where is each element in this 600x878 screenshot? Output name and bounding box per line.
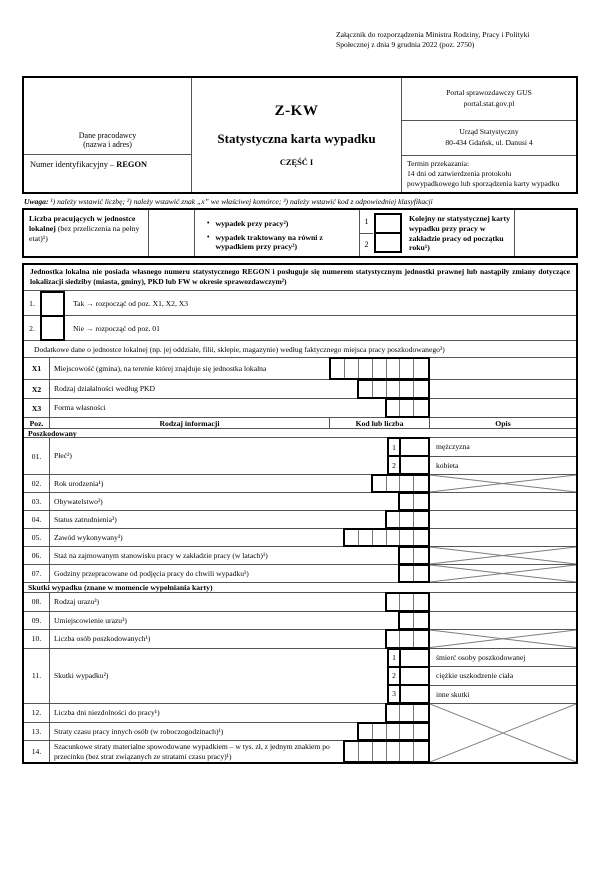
option-row [389, 668, 428, 686]
accident-type-list [195, 210, 360, 256]
portal-cell [402, 78, 576, 121]
row-label: Szacunkowe straty materialne spowodowane wypadkiem – w tys. zł, z jednym znakiem po przecinku (bez strat związanych ze stratami czasu pracy)¹) [54, 742, 330, 761]
table-row-11 [24, 649, 576, 705]
table-row-05 [24, 529, 576, 547]
row-no-label: Nie → rozpocząć od poz. 01 [73, 323, 160, 333]
main-form-table [22, 263, 578, 764]
serial-number-label: Kolejny nr statystycznej karty wypadku przy pracy w zakładzie pracy od początku roku¹) [403, 210, 515, 256]
employer-label: Dane pracodawcy [78, 131, 137, 141]
code-cell[interactable] [387, 705, 401, 721]
table-row-x2 [24, 380, 576, 399]
office-line-1: Urząd Statystyczny [459, 127, 519, 137]
opis-cell [430, 529, 576, 546]
table-row-08 [24, 593, 576, 612]
serial-number-input[interactable] [515, 210, 576, 256]
opis-cell [430, 493, 576, 510]
code-cell[interactable] [414, 594, 428, 610]
portal-line-1: Portal sprawozdawczy GUS [446, 88, 532, 98]
code-cell[interactable] [400, 494, 414, 509]
row-label: Liczba osób poszkodowanych¹) [54, 634, 151, 644]
code-cell[interactable] [387, 742, 401, 761]
row-number: 05. [24, 529, 50, 546]
row-label: Rodzaj działalności według PKD [54, 384, 156, 394]
code-cell[interactable] [387, 724, 401, 740]
code-cell[interactable] [414, 476, 428, 491]
row-label: Płeć²) [54, 451, 72, 461]
cross-out-icon [430, 547, 576, 564]
accident-type-checkboxes [373, 210, 403, 256]
row-number: 10. [24, 630, 50, 648]
option-label-female: kobieta [436, 460, 459, 470]
row-label: Godziny przepracowane od podjęcia pracy do chwili wypadku¹) [54, 568, 249, 578]
code-cell[interactable] [414, 381, 428, 397]
header-info: Rodzaj informacji [50, 418, 330, 428]
row-label: Zawód wykonywany³) [54, 532, 123, 542]
row-number: X3 [24, 399, 50, 417]
code-cell[interactable] [373, 530, 387, 545]
code-input-02[interactable] [371, 474, 430, 493]
accident-type-2-label: wypadek traktowany na równi z wypadkiem przy pracy²) [215, 233, 323, 252]
regon-label: Numer identyfikacyjny – [30, 160, 117, 170]
code-cell[interactable] [387, 530, 401, 545]
option-number: 2 [389, 457, 401, 473]
code-cell[interactable] [400, 381, 414, 397]
table-row-13 [24, 723, 430, 742]
option-row [389, 686, 428, 702]
code-input-03[interactable] [398, 492, 430, 511]
code-cell[interactable] [414, 613, 428, 629]
employer-sublabel: (nazwa i adres) [83, 140, 132, 150]
code-cell[interactable] [373, 476, 387, 491]
checkbox-other-effects[interactable] [401, 686, 428, 702]
table-row-06 [24, 547, 576, 565]
option-row [389, 650, 428, 668]
code-input-08[interactable] [385, 592, 430, 612]
deadline-cell [402, 156, 576, 192]
code-cell[interactable] [400, 512, 414, 527]
table-row-12 [24, 704, 430, 723]
row-label: Staż na zajmowanym stanowisku pracy w zakładzie pracy (w latach)¹) [54, 550, 268, 560]
code-cell[interactable] [400, 400, 414, 416]
workers-count-input[interactable] [149, 210, 195, 256]
cross-out-icon [430, 475, 576, 492]
section-band-victim: Poszkodowany [24, 429, 576, 438]
code-cell[interactable] [387, 359, 401, 378]
table-row-x1 [24, 358, 576, 380]
legend-text: ¹) należy wstawić liczbę; ²) należy wstawić znak „x” we właściwej komórce; ³) należy wstawić kod z odpowiedniej klasyfikacji [48, 197, 433, 207]
annex-line-1: Załącznik do rozporządzenia Ministra Rodziny, Pracy i Polityki [336, 30, 530, 39]
form-code: Z-KW [274, 103, 319, 120]
code-cell[interactable] [345, 742, 359, 761]
option-number: 2 [389, 668, 401, 684]
option-label-other: inne skutki [436, 689, 470, 699]
code-cell[interactable] [373, 381, 387, 397]
table-row-x3 [24, 399, 576, 418]
code-cell[interactable] [400, 548, 414, 563]
row-number: 1. [29, 298, 35, 308]
row-label: Obywatelstwo³) [54, 496, 103, 506]
opis-cell-crossed [430, 565, 576, 582]
row-number: 01. [24, 438, 50, 474]
cross-out-icon [430, 630, 576, 648]
opis-cell [430, 612, 576, 630]
option-number: 3 [389, 686, 401, 702]
regon-cell[interactable] [24, 155, 191, 192]
opis-cell [430, 399, 576, 417]
bullet-icon: • [207, 219, 210, 228]
accident-type-numbers [360, 210, 373, 256]
yes-no-checkbox-column [40, 291, 65, 341]
code-cell[interactable] [387, 631, 401, 647]
option-row [389, 457, 428, 473]
additional-data-note: Dodatkowe dane o jednostce lokalnej (np. jej oddziale, filii, sklepie, magazynie) według faktycznego miejsca pracy poszkodowanego³) [24, 341, 576, 358]
option-number-1: 1 [360, 210, 373, 234]
row-number: X1 [24, 358, 50, 379]
row-yes [24, 291, 576, 316]
row-number: 13. [24, 723, 50, 741]
code-cell[interactable] [400, 613, 414, 629]
code-input-04[interactable] [385, 510, 430, 529]
accident-type-1 [207, 219, 357, 228]
row-no [24, 316, 576, 341]
deadline-line-2: 14 dni od zatwierdzenia protokołu [407, 169, 512, 178]
row-label: Miejscowość (gmina), na terenie której znajduje się jednostka lokalna [54, 363, 267, 373]
code-cell[interactable] [359, 530, 373, 545]
code-cell[interactable] [414, 400, 428, 416]
code-input-05[interactable] [343, 528, 430, 547]
code-cell[interactable] [400, 594, 414, 610]
row-number: 07. [24, 565, 50, 582]
row-label: Straty czasu pracy innych osób (w roboczogodzinach)¹) [54, 726, 224, 736]
option-number: 1 [389, 439, 401, 455]
code-cell[interactable] [345, 530, 359, 545]
office-column [402, 78, 576, 192]
code-cell[interactable] [387, 512, 401, 527]
office-line-2: 80-434 Gdańsk, ul. Danusi 4 [445, 137, 533, 147]
row-number: 09. [24, 612, 50, 630]
bullet-icon: • [207, 233, 210, 241]
row-number: 2. [29, 323, 35, 333]
checkbox-death[interactable] [401, 650, 428, 666]
code-cell[interactable] [400, 359, 414, 378]
code-cell[interactable] [359, 381, 373, 397]
row-number: 03. [24, 493, 50, 510]
opis-cell-crossed [430, 630, 576, 648]
deadline-line-3: powypadkowego lub sporządzenia karty wypadku [407, 179, 560, 189]
header-poz: Poz. [24, 418, 50, 428]
form-part: CZĘŚĆ I [279, 158, 314, 168]
checkbox-yes[interactable] [42, 293, 63, 317]
code-input-x1[interactable] [329, 357, 430, 380]
code-cell[interactable] [400, 476, 414, 491]
table-row-07 [24, 565, 576, 583]
code-cell[interactable] [400, 742, 414, 761]
table-row-02 [24, 475, 576, 493]
code-input-10[interactable] [385, 629, 430, 649]
code-cell[interactable] [400, 631, 414, 647]
code-cell[interactable] [414, 742, 428, 761]
checkbox-accident-at-work[interactable] [374, 213, 402, 233]
code-cell[interactable] [414, 631, 428, 647]
code-cell[interactable] [387, 400, 401, 416]
row-label: Status zatrudnienia³) [54, 514, 117, 524]
row-number: 12. [24, 704, 50, 722]
code-cell[interactable] [331, 359, 345, 378]
table-row-01 [24, 438, 576, 475]
employer-data-cell[interactable] [24, 78, 191, 155]
row-number: 06. [24, 547, 50, 564]
row-number: X2 [24, 380, 50, 398]
form-title-column [192, 78, 402, 192]
yes-no-block [24, 291, 576, 341]
code-input-07[interactable] [398, 564, 430, 583]
code-input-x3[interactable] [385, 398, 430, 418]
code-input-13[interactable] [357, 722, 430, 742]
code-cell[interactable] [414, 705, 428, 721]
code-cell[interactable] [400, 705, 414, 721]
code-cell[interactable] [373, 742, 387, 761]
table-row-03 [24, 493, 576, 511]
code-input-x2[interactable] [357, 379, 430, 399]
code-cell[interactable] [359, 724, 373, 740]
code-input-06[interactable] [398, 546, 430, 565]
option-label-death: śmierć osoby poszkodowanej [430, 649, 576, 668]
option-row [389, 439, 428, 457]
employer-column [24, 78, 192, 192]
row-number: 04. [24, 511, 50, 528]
checkbox-severe-injury[interactable] [401, 668, 428, 684]
code-cell[interactable] [414, 566, 428, 581]
option-label-severe: ciężkie uszkodzenie ciała [430, 667, 576, 686]
code-cell[interactable] [359, 359, 373, 378]
row-number: 11. [24, 649, 50, 704]
code-cell[interactable] [400, 566, 414, 581]
code-cell[interactable] [414, 530, 428, 545]
code-cell[interactable] [387, 476, 401, 491]
annex-line-2: Społecznej z dnia 9 grudnia 2022 (poz. 2750) [336, 40, 475, 50]
row-label: Liczba dni niezdolności do pracy¹) [54, 708, 160, 718]
effects-option-box [387, 648, 430, 705]
code-cell[interactable] [373, 724, 387, 740]
table-row-09 [24, 612, 576, 631]
code-cell[interactable] [414, 359, 428, 378]
opis-cell-crossed [430, 475, 576, 492]
code-cell[interactable] [387, 594, 401, 610]
row-label: Rodzaj urazu³) [54, 597, 100, 607]
legend-label: Uwaga: [24, 197, 49, 207]
opis-cell [430, 358, 576, 379]
code-cell[interactable] [414, 548, 428, 563]
code-input-12[interactable] [385, 703, 430, 723]
code-cell[interactable] [414, 724, 428, 740]
code-cell[interactable] [387, 381, 401, 397]
option-label-male: mężczyzna [430, 438, 576, 457]
row-label: Umiejscowienie urazu³) [54, 615, 127, 625]
section-band-effects: Skutki wypadku (znane w momencie wypełniania karty) [24, 583, 576, 593]
code-cell[interactable] [400, 724, 414, 740]
cross-out-icon [430, 704, 576, 762]
opis-cell [430, 438, 576, 474]
section-accident-type [22, 208, 578, 258]
option-number: 1 [389, 650, 401, 666]
row-label: Rok urodzenia¹) [54, 478, 104, 488]
checkbox-male[interactable] [401, 439, 428, 455]
form-header [22, 76, 578, 194]
code-cell[interactable] [345, 359, 359, 378]
portal-line-2: portal.stat.gov.pl [463, 99, 515, 109]
deadline-line-1: Termin przekazania: [407, 158, 470, 168]
form-title: Statystyczna karta wypadku [217, 131, 376, 147]
opis-cell [430, 649, 576, 704]
code-input-14[interactable] [343, 740, 430, 763]
option-number-2: 2 [364, 240, 369, 250]
table-row-04 [24, 511, 576, 529]
opis-cell-merged-crossed [430, 704, 576, 762]
row-number: 02. [24, 475, 50, 492]
cross-out-icon [430, 565, 576, 582]
opis-cell [430, 511, 576, 528]
legend-note [24, 197, 600, 206]
code-cell[interactable] [359, 742, 373, 761]
code-input-09[interactable] [398, 611, 430, 631]
header-opis: Opis [495, 418, 511, 428]
table-header-row [24, 418, 576, 429]
regon-value: REGON [116, 160, 148, 170]
checkbox-no[interactable] [42, 317, 63, 339]
opis-cell [430, 380, 576, 398]
row-number: 14. [24, 741, 50, 762]
code-cell[interactable] [400, 530, 414, 545]
row-number: 08. [24, 593, 50, 611]
code-cell[interactable] [414, 512, 428, 527]
table-row-10 [24, 630, 576, 649]
table-rows-12-14 [24, 704, 576, 762]
row-yes-label: Tak → rozpocząć od poz. X1, X2, X3 [73, 298, 189, 308]
accident-type-2 [207, 233, 357, 252]
opis-cell [430, 593, 576, 611]
annex-note [336, 30, 582, 50]
office-cell [402, 121, 576, 156]
row-label: Forma własności [54, 403, 106, 413]
code-cell[interactable] [414, 494, 428, 509]
header-kod: Kod lub liczba [330, 418, 430, 428]
checkbox-accident-equal[interactable] [374, 233, 402, 253]
sex-option-box [387, 437, 430, 475]
accident-type-1-label: wypadek przy pracy²) [215, 219, 289, 229]
opis-cell-crossed [430, 547, 576, 564]
row-label: Skutki wypadku²) [54, 671, 109, 681]
code-cell[interactable] [373, 359, 387, 378]
local-unit-heading: Jednostka lokalna nie posiada własnego numeru statystycznego REGON i posługuje się numerem statystycznym jednostki prawnej lub nastąpiły zmiany dotyczące lokalizacji siedziby (miasta, gminy), PKD lub FW w okresie sprawozdawczym²) [24, 265, 576, 291]
checkbox-female[interactable] [401, 457, 428, 473]
workers-count-label: Liczba pracujących w jednostce lokalnej (bez przeliczenia na pełny etat)¹) [24, 210, 149, 256]
table-row-14 [24, 741, 430, 762]
